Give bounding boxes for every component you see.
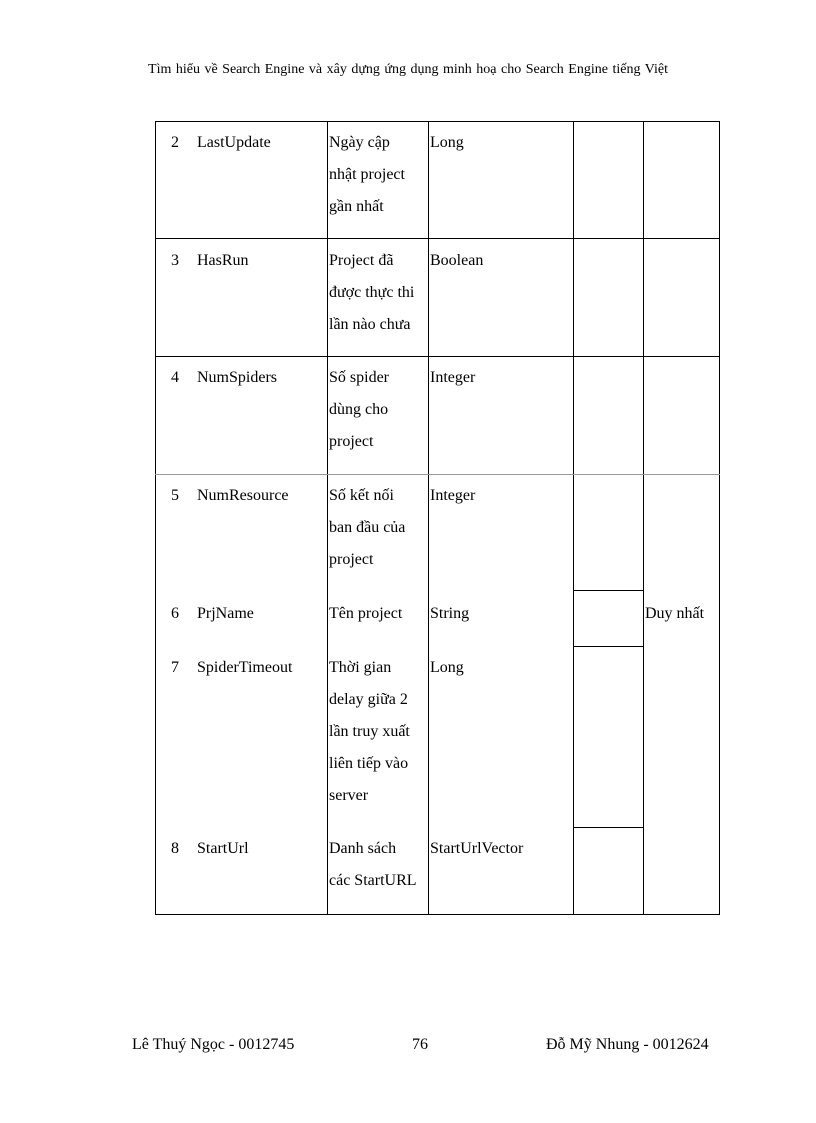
row-divider	[155, 238, 720, 239]
description-line: Ngày cập	[329, 134, 390, 151]
field-type: Boolean	[430, 252, 484, 269]
page-number: 76	[412, 1036, 428, 1053]
description-line: Thời gian	[329, 659, 392, 676]
description-line: project	[329, 551, 374, 568]
description-line: Danh sách	[329, 840, 397, 857]
field-type: Integer	[430, 487, 476, 504]
field-description	[329, 245, 414, 341]
row-number: 6	[171, 605, 179, 622]
description-line: các StartURL	[329, 872, 417, 889]
field-name: LastUpdate	[197, 134, 271, 151]
field-name: NumSpiders	[197, 369, 277, 386]
row-number: 3	[171, 252, 179, 269]
column-divider	[428, 121, 429, 915]
table-border-right	[719, 121, 720, 915]
description-line: lần truy xuất	[329, 723, 410, 740]
column-divider	[643, 121, 644, 915]
description-line: ban đầu của	[329, 519, 406, 536]
column-divider	[573, 121, 574, 915]
field-type: Long	[430, 134, 464, 151]
footer-right-author: Đỗ Mỹ Nhung - 0012624	[546, 1036, 709, 1053]
table-border-left	[155, 121, 156, 915]
field-description	[329, 480, 405, 576]
field-type: Long	[430, 659, 464, 676]
description-line: gần nhất	[329, 198, 384, 215]
description-line: dùng cho	[329, 401, 389, 418]
table-border-top	[155, 121, 720, 122]
page-header-title: Tìm hiểu về Search Engine và xây dựng ứng dụng minh hoạ cho Search Engine tiếng Việt	[148, 62, 668, 77]
description-line: Số spider	[329, 369, 389, 386]
data-table	[155, 121, 720, 915]
footer-left-author: Lê Thuý Ngọc - 0012745	[132, 1036, 295, 1053]
row-number: 2	[171, 134, 179, 151]
row-divider	[155, 356, 720, 357]
row-number: 5	[171, 487, 179, 504]
field-description	[329, 598, 402, 630]
description-line: liên tiếp vào	[329, 755, 409, 772]
field-type: Integer	[430, 369, 476, 386]
description-line: Số kết nối	[329, 487, 394, 504]
field-name: PrjName	[197, 605, 254, 622]
field-note: Duy nhất	[645, 605, 705, 622]
column-divider	[327, 121, 328, 915]
field-description	[329, 362, 389, 458]
cell-divider	[573, 827, 644, 828]
description-line: server	[329, 787, 369, 804]
cell-divider	[573, 590, 644, 591]
field-name: StartUrl	[197, 840, 249, 857]
row-divider	[155, 474, 720, 475]
field-description	[329, 652, 410, 812]
description-line: Project đã	[329, 252, 394, 269]
description-line: lần nào chưa	[329, 316, 411, 333]
field-type: StartUrlVector	[430, 840, 524, 857]
field-name: SpiderTimeout	[197, 659, 293, 676]
description-line: Tên project	[329, 605, 403, 622]
row-number: 7	[171, 659, 179, 676]
table-border-bottom	[155, 914, 720, 915]
row-number: 4	[171, 369, 179, 386]
description-line: delay giữa 2	[329, 691, 408, 708]
description-line: project	[329, 433, 374, 450]
row-number: 8	[171, 840, 179, 857]
field-type: String	[430, 605, 470, 622]
field-description	[329, 127, 405, 223]
field-description	[329, 833, 417, 897]
field-name: HasRun	[197, 252, 249, 269]
description-line: được thực thi	[329, 284, 415, 301]
cell-divider	[573, 646, 644, 647]
description-line: nhật project	[329, 166, 405, 183]
field-name: NumResource	[197, 487, 289, 504]
